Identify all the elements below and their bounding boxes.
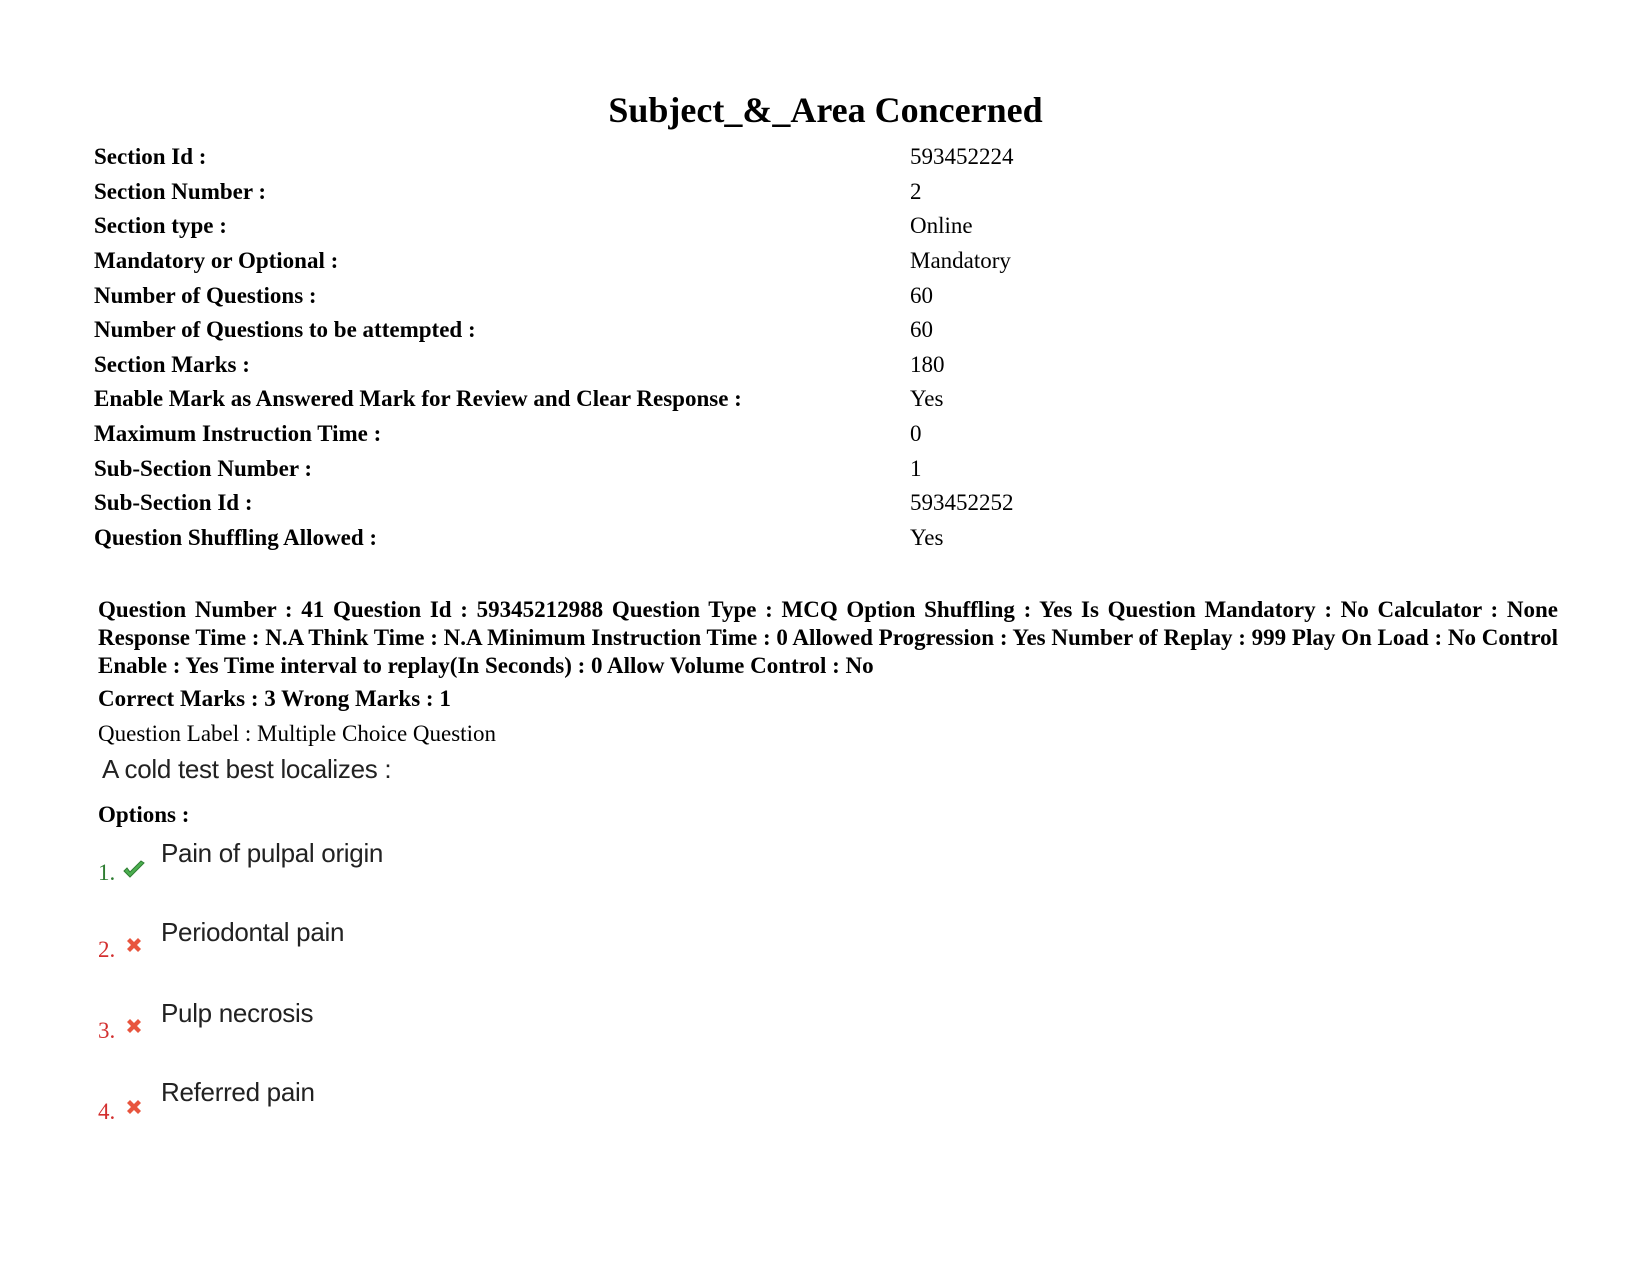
info-row [94,244,1494,279]
info-value: 593452224 [910,144,1014,170]
info-row [94,486,1494,521]
info-row [94,209,1494,244]
question-text: A cold test best localizes : [102,754,392,784]
info-label: Sub-Section Id : [94,490,253,516]
option-text: Pain of pulpal origin [161,838,384,868]
question-label: Question Label : Multiple Choice Question [98,721,496,746]
option-text: Periodontal pain [161,917,345,947]
info-label: Question Shuffling Allowed : [94,524,378,550]
info-label: Section Number : [94,178,267,204]
option-number: 2. [98,937,116,962]
info-value: 60 [910,317,933,343]
info-row [94,175,1494,210]
info-label: Sub-Section Number : [94,455,313,481]
info-value: 60 [910,282,933,308]
info-label: Number of Questions to be attempted : [94,317,476,343]
option-text: Referred pain [161,1077,315,1107]
info-label: Section Id : [94,144,207,170]
info-value: Yes [910,524,944,550]
info-row [94,313,1494,348]
info-value: Yes [910,386,944,412]
info-row [94,382,1494,417]
option-item [98,838,898,885]
info-value: Mandatory [910,248,1011,274]
info-value: Online [910,213,973,239]
question-marks: Correct Marks : 3 Wrong Marks : 1 [98,686,451,711]
section-info-table [94,140,1494,555]
options-heading: Options : [98,802,190,827]
info-value: 2 [910,178,922,204]
info-label: Section Marks : [94,351,250,377]
info-label: Enable Mark as Answered Mark for Review and Clear Response : [94,386,742,412]
info-row [94,278,1494,313]
option-number: 3. [98,1018,116,1043]
info-value: 0 [910,421,922,447]
check-icon [122,858,146,882]
cross-icon [122,1095,146,1119]
info-label: Number of Questions : [94,282,317,308]
cross-icon [122,1014,146,1038]
option-number: 1. [98,860,116,885]
question-meta: Question Number : 41 Question Id : 59345212988 Question Type : MCQ Option Shuffling : Yes Is Question Mandatory : No Calculator : None Response Time : N.A Think Time : N.A Minimum Instruction Time : 0 Allowed Progression : Yes Number of Replay : 999 Play On Load : No Control Enable : Yes Time interval to replay(In Seconds) : 0 Allow Volume Control : No [98,597,1558,678]
info-value: 593452252 [910,490,1014,516]
info-label: Maximum Instruction Time : [94,421,382,447]
info-label: Mandatory or Optional : [94,248,339,274]
info-row [94,521,1494,556]
option-number: 4. [98,1099,116,1124]
option-item [98,917,898,962]
option-text: Pulp necrosis [161,998,314,1028]
info-value: 1 [910,455,922,481]
info-row [94,140,1494,175]
info-label: Section type : [94,213,227,239]
option-item [98,998,898,1043]
info-row [94,451,1494,486]
option-item [98,1077,898,1124]
info-row [94,417,1494,452]
cross-icon [122,933,146,957]
info-row [94,348,1494,383]
info-value: 180 [910,351,945,377]
page-title: Subject_&_Area Concerned [608,90,1043,130]
